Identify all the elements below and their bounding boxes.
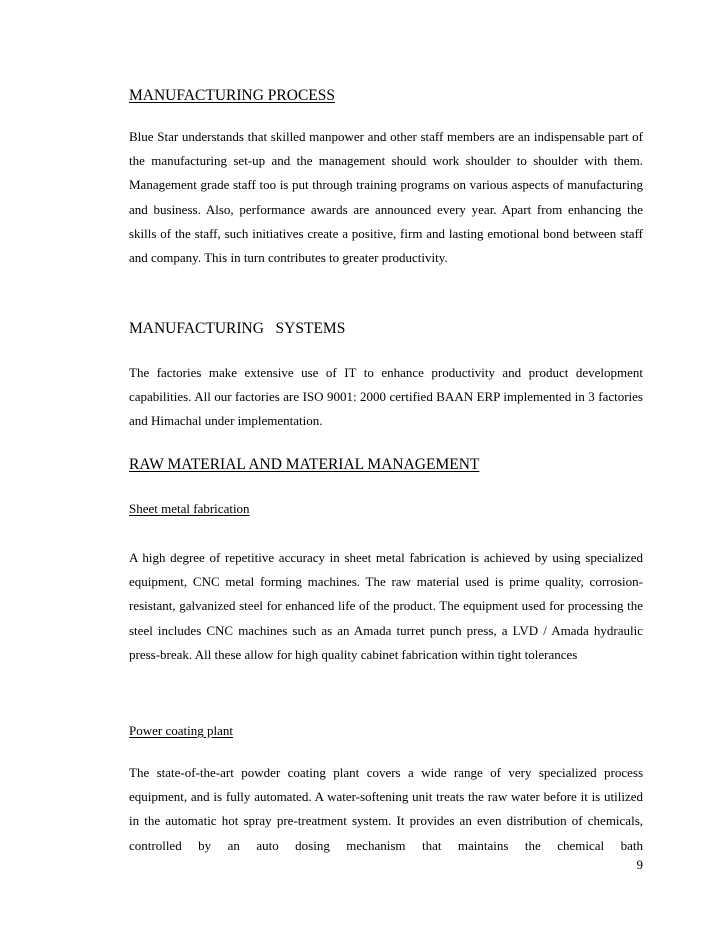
paragraph-power-coating-plant: The state-of-the-art powder coating plant covers a wide range of very specialized process equipment, and is fully automated. A water-softening unit treats the raw water before it is utilized in the automatic hot spray pre-treatment system. It provides an even distribution of chemicals, controlled by an auto dosing mechanism that maintains the chemical bath (129, 765, 643, 853)
section-heading-manufacturing-systems: MANUFACTURING SYSTEMS (129, 320, 346, 337)
subheading-sheet-metal-fabrication: Sheet metal fabrication (129, 501, 250, 516)
paragraph-sheet-metal-fabrication: A high degree of repetitive accuracy in sheet metal fabrication is achieved by using specialized equipment, CNC metal forming machines. The raw material used is prime quality, corrosion-resistant, galvanized steel for enhanced life of the product. The equipment used for processing the steel includes CNC machines such as an Amada turret punch press, a LVD / Amada hydraulic press-break. All these allow for high quality cabinet fabrication within tight tolerances (129, 550, 643, 662)
paragraph-manufacturing-systems: The factories make extensive use of IT to enhance productivity and product development capabilities. All our factories are ISO 9001: 2000 certified BAAN ERP implemented in 3 factories and Himachal under implementation. (129, 365, 643, 429)
section-heading-manufacturing-process: MANUFACTURING PROCESS (129, 87, 335, 104)
paragraph-manufacturing-process: Blue Star understands that skilled manpower and other staff members are an indispensable part of the manufacturing set-up and the management should work shoulder to shoulder with them. Management grade staff too is put through training programs on various aspects of manufacturing and business. Also, performance awards are announced every year. Apart from enhancing the skills of the staff, such initiatives create a positive, firm and lasting emotional bond between staff and company. This in turn contributes to greater productivity. (129, 129, 643, 266)
page-number: 9 (636, 857, 643, 872)
section-heading-raw-material: RAW MATERIAL AND MATERIAL MANAGEMENT (129, 456, 480, 473)
subheading-power-coating-plant: Power coating plant (129, 723, 233, 738)
